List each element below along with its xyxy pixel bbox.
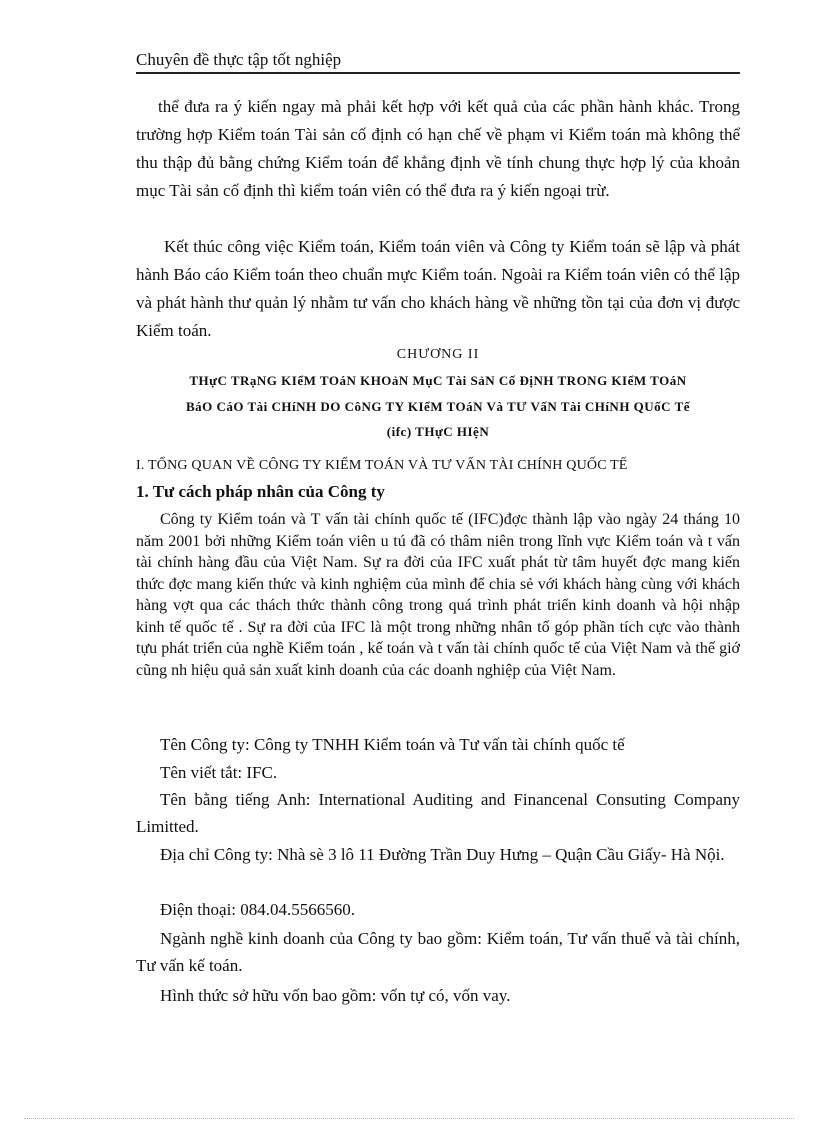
company-phone: Điện thoại: 084.04.5566560. — [160, 900, 356, 919]
company-name: Tên Công ty: Công ty TNHH Kiểm toán và Tư vấn tài chính quốc tế — [160, 735, 625, 754]
chapter-number: CHƯƠNG II — [396, 347, 480, 362]
paragraph-company-history: Công ty Kiểm toán và T vấn tài chính quốc tế (IFC)đợc thành lập vào ngày 24 tháng 10 năm 2001 bởi những Kiểm toán viên u tú đã có thâm niên trong lĩnh vực Kiểm toán và t vấn tài chính hàng đầu của Việt Nam. Sự ra đời của IFC xuất phát từ tâm huyết đợc mang kiến thức đợc mang kiến thức và kinh nghiệm của mình để chia sẻ với khách hàng cùng với khách hàng vợt qua các thách thức thành công trong quá trình phát triển kinh doanh và hội nhập kinh tế quốc tế . Sự ra đời của IFC là một trong những nhân tố góp phần tích cực vào thành tựu phát triển của nghề Kiểm toán , kế toán và t vấn tài chính quốc tế của Việt Nam và thế giớ cũng nh hiệu quả sản xuất kinh doanh của các doanh nghiệp của Việt Nam. — [136, 511, 740, 679]
chapter-title-line-2: BáO CáO Tài CHíNH DO CôNG TY KIểM TOáN Và TƯ VấN Tài CHíNH QUốC Tế — [185, 399, 691, 414]
subsection-heading: 1. Tư cách pháp nhân của Công ty — [136, 482, 385, 501]
company-english-name: Tên bằng tiếng Anh: International Auditing and Financenal Consuting Company Limitted. — [136, 790, 740, 836]
paragraph-intro-1: thể đưa ra ý kiến ngay mà phải kết hợp với kết quả của các phần hành khác. Trong trường hợp Kiểm toán Tài sản cố định có hạn chế về phạm vi Kiểm toán mà không thể thu thập đủ bằng chứng Kiểm toán để khẳng định về tính chung thực hợp lý của khoản mục Tài sản cố định thì kiểm toán viên có thể đưa ra ý kiến ngoại trừ. — [136, 97, 740, 200]
section-heading: I. TỔNG QUAN VỀ CÔNG TY KIỂM TOÁN VÀ TƯ VẤN TÀI CHÍNH QUỐC TẾ — [136, 458, 628, 473]
paragraph-intro-2: Kết thúc công việc Kiểm toán, Kiểm toán viên và Công ty Kiểm toán sẽ lập và phát hành Báo cáo Kiểm toán theo chuẩn mực Kiểm toán. Ngoài ra Kiểm toán viên có thể lập và phát hành thư quản lý nhằm tư vấn cho khách hàng về những tồn tại của đơn vị được Kiểm toán. — [136, 237, 740, 340]
header-title: Chuyên đề thực tập tốt nghiệp — [136, 50, 342, 69]
company-business-lines: Ngành nghề kinh doanh của Công ty bao gồm: Kiểm toán, Tư vấn thuế và tài chính, Tư vấn kế toán. — [136, 929, 740, 975]
page-header — [136, 48, 740, 74]
company-ownership: Hình thức sở hữu vốn bao gồm: vốn tự có, vốn vay. — [160, 986, 511, 1005]
page-footer-line — [24, 1118, 794, 1119]
company-short-name: Tên viết tắt: IFC. — [160, 763, 278, 782]
chapter-title-line-1: THựC TRạNG KIểM TOáN KHOảN MụC Tài SảN Cố ĐịNH TRONG KIểM TOáN — [189, 373, 687, 388]
company-address: Địa chỉ Công ty: Nhà sè 3 lô 11 Đường Trần Duy Hưng – Quận Cầu Giấy- Hà Nội. — [160, 845, 725, 864]
chapter-title-line-3: (ifc) THựC HIệN — [386, 424, 490, 439]
